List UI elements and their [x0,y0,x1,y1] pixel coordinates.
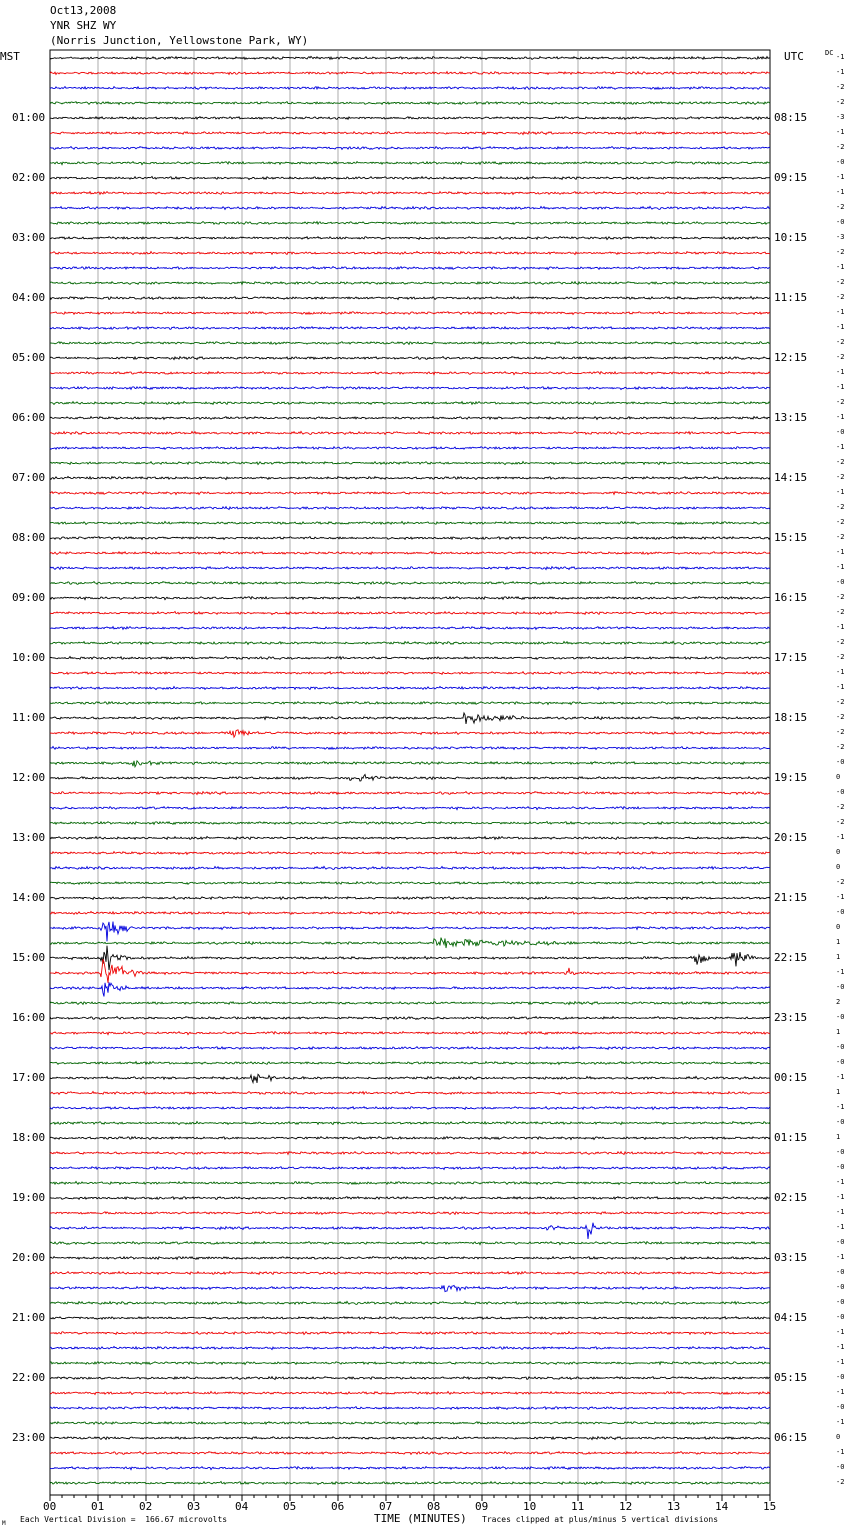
dc-offset-label: -1 [836,1328,845,1336]
x-tick-label: 08 [427,1500,441,1513]
mst-hour-label: 05:00 [12,351,46,364]
trace-22 [50,387,770,390]
x-tick-label: 05 [283,1500,297,1513]
dc-offset-label: -2 [836,398,845,406]
utc-zone-label: UTC [784,50,804,63]
dc-offset-label: -2 [836,533,845,541]
utc-hour-label: 08:15 [774,111,808,124]
dc-offset-label: -2 [836,293,845,301]
utc-hour-label: 02:15 [774,1191,808,1204]
mst-hour-label: 08:00 [12,531,46,544]
dc-offset-label: -1 [836,173,845,181]
trace-80 [50,1257,770,1260]
scale-note: Each Vertical Division = 166.67 microvolts [20,1515,228,1524]
dc-offset-label: -2 [836,638,845,646]
dc-offset-label: -1 [836,1448,845,1456]
mst-hour-label: 19:00 [12,1191,46,1204]
dc-offset-label: -0 [836,758,845,766]
dc-offset-label: -1 [836,623,845,631]
dc-offset-label: -1 [836,833,845,841]
mst-hour-label: 09:00 [12,591,46,604]
dc-offset-label: -1 [836,1208,845,1216]
dc-offset-label: -1 [836,1193,845,1201]
dc-offset-label: -1 [836,443,845,451]
dc-offset-label: -1 [836,1073,845,1081]
dc-offset-label: -2 [836,728,845,736]
dc-offset-label: -0 [836,1163,845,1171]
dc-offset-label: -1 [836,368,845,376]
dc-offset-label: -1 [836,1178,845,1186]
trace-82 [50,1285,770,1291]
trace-47 [50,761,770,767]
dc-offset-label: -0 [836,158,845,166]
dc-offset-label: -1 [836,563,845,571]
trace-40 [50,657,770,660]
mst-hour-label: 07:00 [12,471,46,484]
trace-83 [50,1301,770,1304]
x-tick-label: 12 [619,1500,633,1513]
trace-62 [50,982,770,996]
trace-5 [50,132,770,135]
dc-offset-label: -0 [836,1463,845,1471]
dc-offset-label: -0 [836,1373,845,1381]
mst-hour-label: 01:00 [12,111,46,124]
trace-24 [50,417,770,420]
dc-offset-label: -1 [836,68,845,76]
mst-hour-label: 11:00 [12,711,46,724]
utc-hour-label: 14:15 [774,471,808,484]
mst-hour-label: 17:00 [12,1071,46,1084]
trace-23 [50,402,770,405]
trace-11 [50,222,770,225]
dc-offset-label: -0 [836,428,845,436]
trace-group [50,56,770,1484]
trace-2 [50,87,770,90]
trace-58 [50,922,770,942]
trace-10 [50,206,770,209]
trace-34 [50,567,770,570]
dc-offset-label: 1 [836,938,841,946]
trace-48 [50,775,770,782]
dc-offset-label: -2 [836,473,845,481]
trace-8 [50,177,770,180]
dc-offset-label: -1 [836,188,845,196]
dc-offset-label: -1 [836,383,845,391]
trace-21 [50,372,770,375]
trace-20 [50,357,770,360]
trace-0 [50,56,770,59]
dc-offset-label: 0 [836,923,841,931]
dc-offset-label: -1 [836,488,845,496]
trace-88 [50,1377,770,1380]
x-tick-label: 06 [331,1500,345,1513]
dc-offset-label: -0 [836,1313,845,1321]
utc-hour-label: 22:15 [774,951,808,964]
x-tick-label: 00 [43,1500,57,1513]
dc-offset-label: -0 [836,788,845,796]
trace-72 [50,1137,770,1140]
trace-15 [50,282,770,285]
trace-49 [50,792,770,795]
trace-87 [50,1362,770,1365]
dc-offset-label: 0 [836,773,841,781]
trace-69 [50,1092,770,1095]
dc-offset-label: -0 [836,1403,845,1411]
dc-offset-label: -0 [836,1043,845,1051]
trace-4 [50,117,770,120]
trace-17 [50,312,770,315]
dc-offset-label: -1 [836,1358,845,1366]
dc-offset-label: -2 [836,503,845,511]
dc-offset-label: -2 [836,98,845,106]
dc-offset-label: -0 [836,1058,845,1066]
mst-hour-label: 10:00 [12,651,46,664]
dc-offset-label: -1 [836,263,845,271]
mst-hour-label: 21:00 [12,1311,46,1324]
dc-offset-label: -0 [836,578,845,586]
dc-offset-label: -2 [836,743,845,751]
x-tick-label: 15 [763,1500,777,1513]
mst-hour-label: 20:00 [12,1251,46,1264]
dc-offset-label: -2 [836,593,845,601]
mst-hour-label: 04:00 [12,291,46,304]
mst-hour-label: 16:00 [12,1011,46,1024]
utc-hour-label: 03:15 [774,1251,808,1264]
utc-hour-label: 21:15 [774,891,808,904]
mst-hour-label: 18:00 [12,1131,46,1144]
mst-hour-label: 12:00 [12,771,46,784]
trace-26 [50,447,770,450]
trace-18 [50,327,770,330]
dc-offset-label: -2 [836,143,845,151]
x-tick-label: 11 [571,1500,585,1513]
dc-offset-label: -0 [836,1118,845,1126]
trace-41 [50,672,770,675]
mst-hour-label: 06:00 [12,411,46,424]
trace-68 [50,1074,770,1083]
x-tick-label: 07 [379,1500,393,1513]
trace-64 [50,1017,770,1020]
utc-hour-label: 01:15 [774,1131,808,1144]
utc-hour-label: 04:15 [774,1311,808,1324]
x-tick-label: 13 [667,1500,681,1513]
utc-hour-label: 17:15 [774,651,808,664]
dc-offset-label: 1 [836,1133,841,1141]
x-tick-label: 04 [235,1500,249,1513]
mst-hour-label: 23:00 [12,1431,46,1444]
dc-offset-label: -2 [836,338,845,346]
dc-offset-label: -3 [836,233,845,241]
trace-94 [50,1467,770,1470]
trace-60 [50,946,770,971]
trace-42 [50,687,770,690]
mst-hour-label: 15:00 [12,951,46,964]
trace-65 [50,1032,770,1035]
trace-46 [50,747,770,750]
trace-70 [50,1107,770,1110]
dc-offset-label: 0 [836,863,841,871]
dc-offset-label: 0 [836,848,841,856]
x-tick-label: 10 [523,1500,537,1513]
utc-hour-label: 18:15 [774,711,808,724]
utc-hour-label: 23:15 [774,1011,808,1024]
trace-59 [50,938,770,948]
trace-89 [50,1392,770,1395]
trace-77 [50,1212,770,1215]
dc-offset-label: -2 [836,608,845,616]
utc-hour-label: 06:15 [774,1431,808,1444]
x-tick-label: 14 [715,1500,729,1513]
dc-offset-label: -1 [836,668,845,676]
trace-93 [50,1452,770,1455]
trace-53 [50,852,770,855]
dc-offset-label: -3 [836,113,845,121]
dc-offset-label: -2 [836,1478,845,1486]
trace-81 [50,1272,770,1275]
dc-offset-label: 2 [836,998,841,1006]
dc-offset-label: -1 [836,53,845,61]
trace-39 [50,641,770,644]
trace-50 [50,807,770,810]
dc-offset-label: -2 [836,353,845,361]
x-tick-label: 01 [91,1500,105,1513]
trace-86 [50,1347,770,1350]
dc-offset-label: -1 [836,893,845,901]
trace-54 [50,866,770,869]
dc-offset-label: -2 [836,713,845,721]
dc-offset-label: -2 [836,458,845,466]
trace-52 [50,837,770,840]
trace-32 [50,537,770,540]
dc-offset-label: -1 [836,1418,845,1426]
dc-offset-label: -1 [836,413,845,421]
trace-36 [50,597,770,600]
utc-hour-label: 12:15 [774,351,808,364]
trace-29 [50,492,770,495]
dc-offset-label: -0 [836,218,845,226]
x-tick-label: 09 [475,1500,489,1513]
dc-offset-label: -2 [836,878,845,886]
trace-73 [50,1152,770,1155]
corner-mark: M [2,1520,6,1527]
trace-78 [50,1223,770,1239]
trace-13 [50,252,770,255]
dc-offset-label: -2 [836,518,845,526]
trace-35 [50,582,770,585]
dc-offset-label: -1 [836,1253,845,1261]
dc-offset-label: -1 [836,128,845,136]
trace-90 [50,1407,770,1410]
dc-label: DC [825,49,834,57]
location-label: (Norris Junction, Yellowstone Park, WY) [50,34,309,47]
dc-offset-label: -0 [836,908,845,916]
trace-43 [50,702,770,705]
dc-offset-label: -1 [836,968,845,976]
utc-hour-label: 15:15 [774,531,808,544]
dc-offset-label: -0 [836,1283,845,1291]
trace-74 [50,1167,770,1170]
dc-offset-label: -2 [836,653,845,661]
utc-hour-label: 20:15 [774,831,808,844]
dc-offset-label: -0 [836,983,845,991]
trace-85 [50,1332,770,1335]
trace-91 [50,1422,770,1425]
trace-19 [50,342,770,345]
dc-offset-label: -1 [836,548,845,556]
dc-offset-label: -1 [836,323,845,331]
dc-offset-label: -0 [836,1013,845,1021]
mst-zone-label: MST [0,50,20,63]
trace-27 [50,462,770,465]
trace-25 [50,431,770,434]
trace-76 [50,1197,770,1200]
dc-offset-label: -1 [836,1388,845,1396]
dc-offset-label: -1 [836,308,845,316]
trace-38 [50,627,770,630]
dc-offset-label: -1 [836,1343,845,1351]
x-axis-title: TIME (MINUTES) [374,1512,467,1525]
mst-hour-label: 13:00 [12,831,46,844]
trace-7 [50,162,770,165]
trace-92 [50,1437,770,1440]
trace-95 [50,1482,770,1485]
dc-offset-label: -0 [836,1238,845,1246]
dc-offset-label: -1 [836,683,845,691]
trace-37 [50,612,770,615]
utc-hour-label: 10:15 [774,231,808,244]
x-axis [50,1495,770,1501]
mst-hour-label: 22:00 [12,1371,46,1384]
dc-offset-label: -2 [836,818,845,826]
utc-hour-label: 05:15 [774,1371,808,1384]
date-label: Oct13,2008 [50,4,117,17]
dc-offset-label: 1 [836,1028,841,1036]
dc-offset-label: 0 [836,1433,841,1441]
utc-hour-label: 11:15 [774,291,808,304]
trace-16 [50,297,770,300]
dc-offset-label: -2 [836,698,845,706]
mst-hour-label: 14:00 [12,891,46,904]
trace-44 [50,713,770,724]
utc-hour-label: 19:15 [774,771,808,784]
trace-14 [50,267,770,270]
trace-84 [50,1317,770,1320]
trace-12 [50,237,770,240]
trace-67 [50,1062,770,1065]
trace-31 [50,522,770,525]
dc-offset-label: -2 [836,803,845,811]
trace-1 [50,72,770,75]
trace-75 [50,1182,770,1185]
utc-hour-label: 00:15 [774,1071,808,1084]
trace-30 [50,507,770,510]
utc-hour-label: 13:15 [774,411,808,424]
dc-offset-label: 1 [836,953,841,961]
trace-51 [50,822,770,825]
clip-note: Traces clipped at plus/minus 5 vertical divisions [482,1515,719,1524]
mst-hour-label: 03:00 [12,231,46,244]
trace-45 [50,730,770,737]
dc-offset-label: -0 [836,1298,845,1306]
station-label: YNR SHZ WY [50,19,117,32]
trace-66 [50,1047,770,1050]
dc-offset-label: -0 [836,1148,845,1156]
utc-hour-label: 16:15 [774,591,808,604]
dc-offset-label: -0 [836,1268,845,1276]
trace-33 [50,552,770,555]
x-tick-label: 03 [187,1500,201,1513]
utc-hour-label: 09:15 [774,171,808,184]
dc-offset-label: -2 [836,83,845,91]
trace-55 [50,882,770,885]
trace-63 [50,1002,770,1005]
trace-9 [50,192,770,195]
trace-57 [50,912,770,915]
trace-3 [50,102,770,105]
trace-61 [50,959,770,983]
trace-56 [50,897,770,900]
dc-offset-label: 1 [836,1088,841,1096]
trace-79 [50,1242,770,1245]
dc-offset-label: -2 [836,203,845,211]
dc-offset-label: -2 [836,278,845,286]
trace-28 [50,477,770,480]
dc-offset-label: -1 [836,1223,845,1231]
trace-71 [50,1122,770,1125]
x-tick-label: 02 [139,1500,153,1513]
dc-offset-label: -1 [836,1103,845,1111]
mst-hour-label: 02:00 [12,171,46,184]
dc-offset-label: -2 [836,248,845,256]
trace-6 [50,147,770,150]
